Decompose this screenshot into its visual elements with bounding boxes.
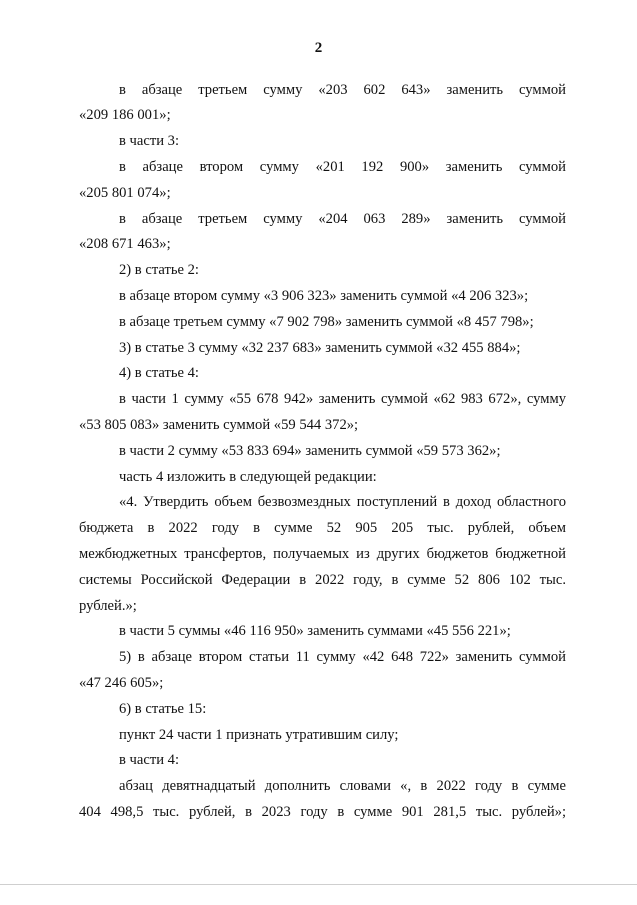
paragraph-line: пункт 24 части 1 признать утратившим силу;: [119, 727, 399, 743]
paragraph-line: «53 805 083» заменить суммой «59 544 372»;: [79, 417, 359, 433]
page-number: 2: [314, 40, 323, 56]
paragraph-line: в абзаце втором сумму «201 192 900» заменить суммой: [119, 159, 566, 175]
paragraph-line: 2) в статье 2:: [119, 262, 199, 278]
paragraph-line: 5) в абзаце втором статьи 11 сумму «42 648 722» заменить суммой: [119, 649, 566, 665]
paragraph-line: в части 3:: [119, 133, 180, 149]
paragraph-line: «4. Утвердить объем безвозмездных поступлений в доход областного: [119, 494, 566, 510]
paragraph-line: рублей.»;: [79, 598, 137, 614]
paragraph-line: в абзаце втором сумму «3 906 323» заменить суммой «4 206 323»;: [119, 288, 529, 304]
paragraph-line: 404 498,5 тыс. рублей, в 2023 году в сумме 901 281,5 тыс. рублей»;: [79, 804, 566, 820]
paragraph-line: в части 5 суммы «46 116 950» заменить суммами «45 556 221»;: [119, 623, 511, 639]
paragraph-line: часть 4 изложить в следующей редакции:: [119, 469, 377, 485]
paragraph-line: в абзаце третьем сумму «204 063 289» заменить суммой: [119, 211, 566, 227]
paragraph-line: 6) в статье 15:: [119, 701, 207, 717]
paragraph-line: в части 4:: [119, 752, 180, 768]
paragraph-line: «47 246 605»;: [79, 675, 164, 691]
paragraph-line: «205 801 074»;: [79, 185, 171, 201]
paragraph-line: 4) в статье 4:: [119, 365, 199, 381]
paragraph-line: системы Российской Федерации в 2022 году, в сумме 52 806 102 тыс.: [79, 572, 566, 588]
paragraph-line: 3) в статье 3 сумму «32 237 683» заменить суммой «32 455 884»;: [119, 340, 521, 356]
paragraph-line: в абзаце третьем сумму «203 602 643» заменить суммой: [119, 82, 566, 98]
paragraph-line: бюджета в 2022 году в сумме 52 905 205 тыс. рублей, объем: [79, 520, 566, 536]
paragraph-line: в абзаце третьем сумму «7 902 798» заменить суммой «8 457 798»;: [119, 314, 534, 330]
scan-artifact-line: [0, 884, 637, 885]
paragraph-line: в части 1 сумму «55 678 942» заменить суммой «62 983 672», сумму: [119, 391, 566, 407]
paragraph-line: «209 186 001»;: [79, 107, 171, 123]
paragraph-line: межбюджетных трансфертов, получаемых из других бюджетов бюджетной: [79, 546, 566, 562]
paragraph-line: «208 671 463»;: [79, 236, 171, 252]
paragraph-line: в части 2 сумму «53 833 694» заменить суммой «59 573 362»;: [119, 443, 501, 459]
paragraph-line: абзац девятнадцатый дополнить словами «, в 2022 году в сумме: [119, 778, 566, 794]
